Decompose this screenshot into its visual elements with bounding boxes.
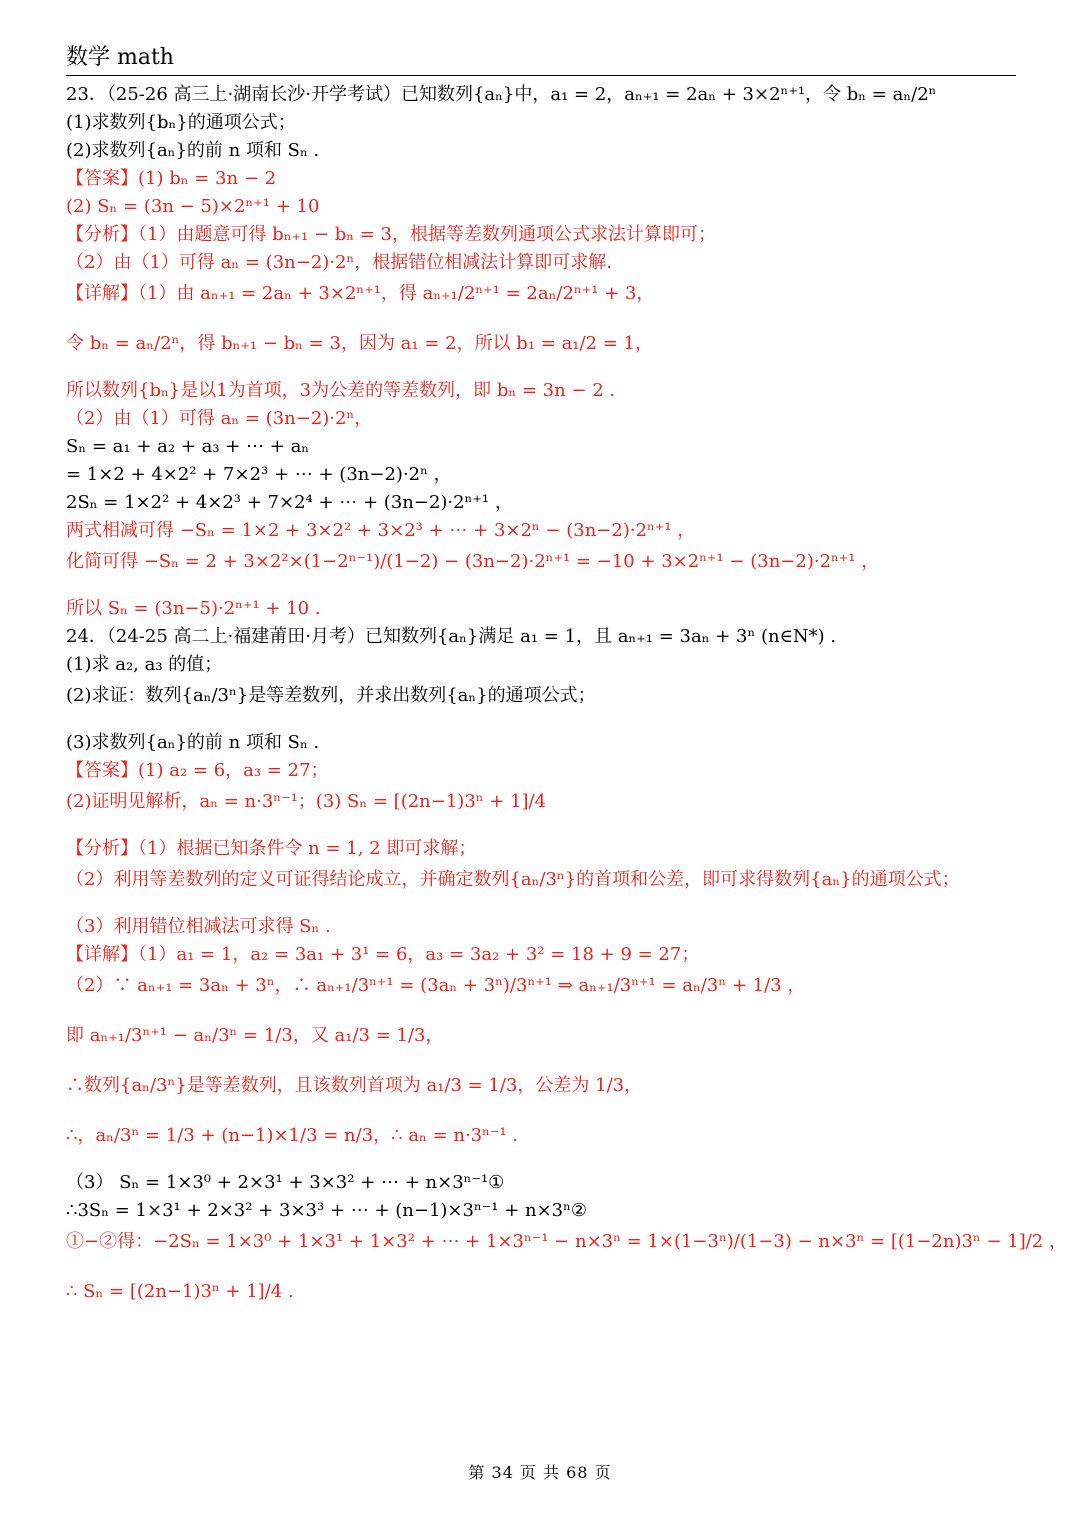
q23-analysis2: （2）由（1）可得 aₙ = (3n−2)·2ⁿ，根据错位相减法计算即可求解. bbox=[66, 252, 612, 273]
q24-detail1: 【详解】（1）a₁ = 1，a₂ = 3a₁ + 3¹ = 6，a₃ = 3a₂ + 3² = 18 + 9 = 27； bbox=[66, 944, 700, 965]
page-content bbox=[66, 80, 1067, 1326]
q24-detail9: ∴ Sₙ = [(2n−1)3ⁿ + 1]/4 . bbox=[66, 1281, 294, 1302]
q23-detail4: （2）由（1）可得 aₙ = (3n−2)·2ⁿ， bbox=[66, 408, 373, 429]
q24-analysis2: （2）利用等差数列的定义可证得结论成立，并确定数列{aₙ/3ⁿ}的首项和公差，即可求得数列{aₙ}的通项公式； bbox=[66, 869, 960, 890]
q24-part3: (3)求数列{aₙ}的前 n 项和 Sₙ . bbox=[66, 732, 320, 753]
q23-part1: (1)求数列{bₙ}的通项公式； bbox=[66, 112, 296, 133]
q23-part2: (2)求数列{aₙ}的前 n 项和 Sₙ . bbox=[66, 140, 320, 161]
q23-detail2: 令 bₙ = aₙ/2ⁿ，得 bₙ₊₁ − bₙ = 3，因为 a₁ = 2，所以 b₁ = a₁/2 = 1， bbox=[66, 333, 654, 354]
page-header: 数学 math bbox=[66, 40, 1016, 76]
q24-detail7: ∴3Sₙ = 1×3¹ + 2×3² + 3×3³ + ⋯ + (n−1)×3ⁿ⁻¹ + n×3ⁿ② bbox=[66, 1200, 588, 1221]
q23-detail3: 所以数列{bₙ}是以1为首项，3为公差的等差数列，即 bₙ = 3n − 2 . bbox=[66, 380, 616, 401]
q23-detail10: 所以 Sₙ = (3n−5)·2ⁿ⁺¹ + 10 . bbox=[66, 598, 321, 619]
q23-detail9: 化简可得 −Sₙ = 2 + 3×2²×(1−2ⁿ⁻¹)/(1−2) − (3n−2)·2ⁿ⁺¹ = −10 + 3×2ⁿ⁺¹ − (3n−2)·2ⁿ⁺¹ ， bbox=[66, 551, 880, 572]
page-footer: 第 34 页 共 68 页 bbox=[468, 1463, 612, 1482]
q23-detail8: 两式相减可得 −Sₙ = 1×2 + 3×2² + 3×2³ + ⋯ + 3×2ⁿ − (3n−2)·2ⁿ⁺¹ ， bbox=[66, 520, 696, 541]
q24-detail8: ①−②得：−2Sₙ = 1×3⁰ + 1×3¹ + 1×3² + ⋯ + 1×3ⁿ⁻¹ − n×3ⁿ = 1×(1−3ⁿ)/(1−3) − n×3ⁿ = [(1−2n)3ⁿ − 1]/2 ， bbox=[66, 1231, 1067, 1252]
q23-answer1: 【答案】(1) bₙ = 3n − 2 bbox=[66, 168, 277, 189]
q24-detail5: ∴，aₙ/3ⁿ = 1/3 + (n−1)×1/3 = n/3，∴ aₙ = n·3ⁿ⁻¹ . bbox=[66, 1125, 519, 1146]
q24-analysis3: （3）利用错位相减法可求得 Sₙ . bbox=[66, 916, 331, 937]
q24-answer1: 【答案】(1) a₂ = 6，a₃ = 27； bbox=[66, 760, 329, 781]
q24-part2: (2)求证：数列{aₙ/3ⁿ}是等差数列，并求出数列{aₙ}的通项公式； bbox=[66, 685, 596, 706]
q23-detail6: = 1×2 + 4×2² + 7×2³ + ⋯ + (3n−2)·2ⁿ ， bbox=[66, 464, 452, 485]
q24-part1: (1)求 a₂, a₃ 的值； bbox=[66, 654, 223, 675]
q23-detail7: 2Sₙ = 1×2² + 4×2³ + 7×2⁴ + ⋯ + (3n−2)·2ⁿ⁺¹ ， bbox=[66, 492, 513, 513]
q24-stem: 24．（24-25 高二上·福建莆田·月考）已知数列{aₙ}满足 a₁ = 1，且 aₙ₊₁ = 3aₙ + 3ⁿ (n∈N*) . bbox=[66, 626, 837, 647]
q24-detail3: 即 aₙ₊₁/3ⁿ⁺¹ − aₙ/3ⁿ = 1/3，又 a₁/3 = 1/3， bbox=[66, 1025, 444, 1046]
q24-detail2: （2）∵ aₙ₊₁ = 3aₙ + 3ⁿ，∴ aₙ₊₁/3ⁿ⁺¹ = (3aₙ + 3ⁿ)/3ⁿ⁺¹ ⇒ aₙ₊₁/3ⁿ⁺¹ = aₙ/3ⁿ + 1/3 ， bbox=[66, 975, 806, 996]
q24-detail6: （3） Sₙ = 1×3⁰ + 2×3¹ + 3×3² + ⋯ + n×3ⁿ⁻¹① bbox=[66, 1172, 505, 1193]
q24-analysis1: 【分析】（1）根据已知条件令 n = 1, 2 即可求解； bbox=[66, 838, 477, 859]
q23-analysis1: 【分析】（1）由题意可得 bₙ₊₁ − bₙ = 3，根据等差数列通项公式求法计算即可； bbox=[66, 224, 717, 245]
q24-detail4: ∴数列{aₙ/3ⁿ}是等差数列，且该数列首项为 a₁/3 = 1/3，公差为 1/3， bbox=[66, 1075, 643, 1096]
q23-stem: 23．（25-26 高三上·湖南长沙·开学考试）已知数列{aₙ}中，a₁ = 2，aₙ₊₁ = 2aₙ + 3×2ⁿ⁺¹，令 bₙ = aₙ/2ⁿ bbox=[66, 84, 937, 105]
q23-answer2: (2) Sₙ = (3n − 5)×2ⁿ⁺¹ + 10 bbox=[66, 196, 320, 217]
q23-detail1: 【详解】（1）由 aₙ₊₁ = 2aₙ + 3×2ⁿ⁺¹，得 aₙ₊₁/2ⁿ⁺¹ = 2aₙ/2ⁿ⁺¹ + 3， bbox=[66, 283, 655, 304]
q23-detail5: Sₙ = a₁ + a₂ + a₃ + ⋯ + aₙ bbox=[66, 436, 310, 457]
q24-answer2: (2)证明见解析，aₙ = n·3ⁿ⁻¹；(3) Sₙ = [(2n−1)3ⁿ + 1]/4 bbox=[66, 791, 547, 812]
